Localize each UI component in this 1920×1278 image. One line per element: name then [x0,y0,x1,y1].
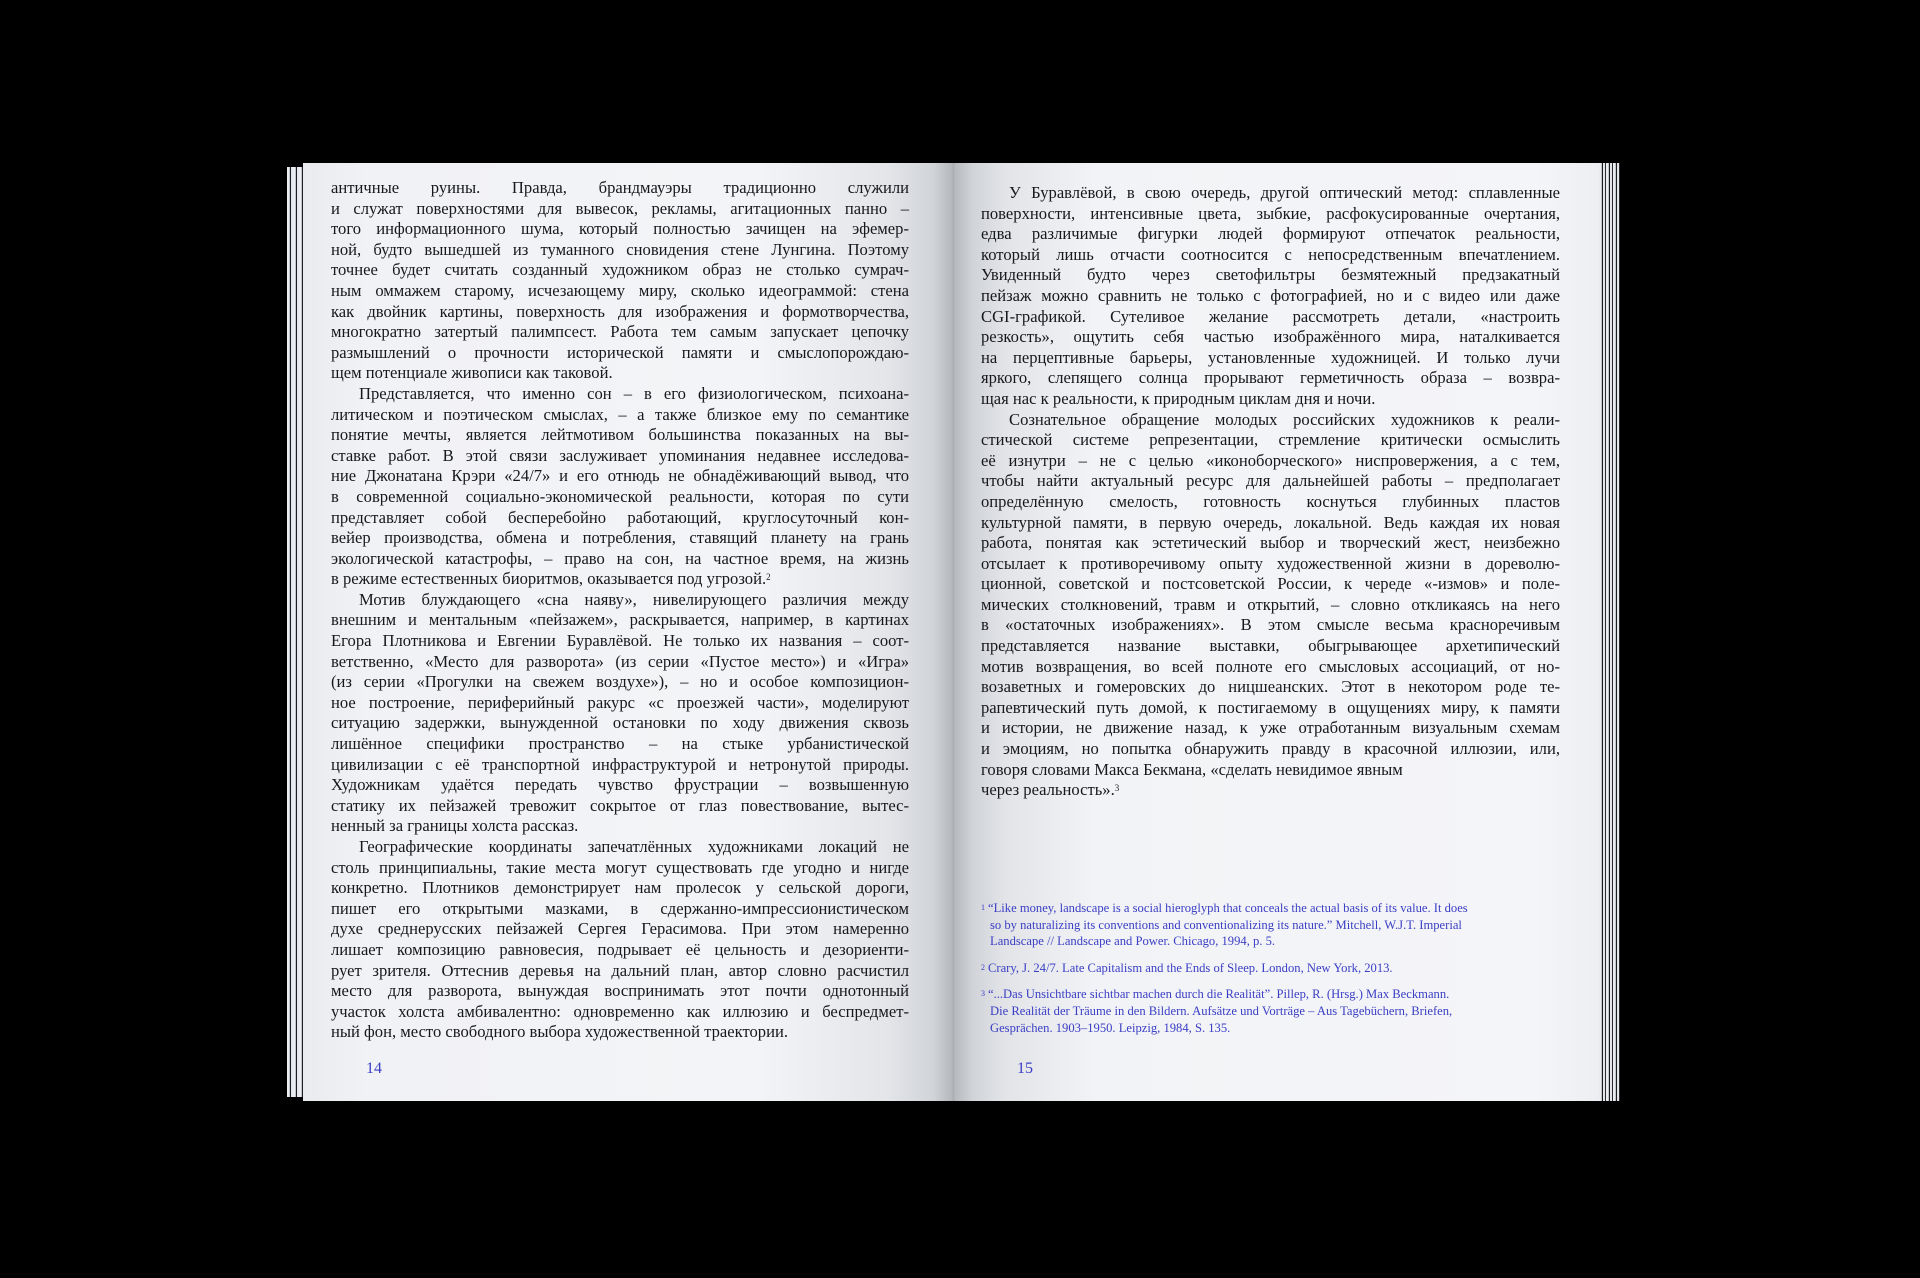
body-line: лишает композицию равновесия, подрывает её цельность и дезориенти- [331,939,909,959]
body-line: (из серии «Прогулки на свежем воздухе»), – но и особое композицион- [331,672,909,692]
body-line: мотив возвращения, во всей полноте его смысловых ассоциаций, от но- [981,656,1560,676]
body-line [981,780,1560,801]
body-line: вейер производства, обмена и потребления, ставящий планету на грань [331,528,909,548]
body-line: и истории, не движение назад, к уже отработанным визуальным схемам [981,718,1560,738]
footnote-line [981,960,1541,977]
footnote [981,960,1541,977]
footnote-number: 3 [981,989,985,999]
body-line: участок холста амбивалентно: одновременно как иллюзию и беспредмет- [331,1001,909,1021]
body-line: говоря словами Макса Бекмана, «сделать невидимое явным [981,759,1403,779]
body-line: конкретно. Плотников демонстрирует нам пролесок у сельской дороги, [331,878,909,898]
right-page-body [981,183,1560,801]
body-line: поверхности, интенсивные цвета, зыбкие, расфокусированные очертания, [981,203,1560,223]
body-line: ние Джонатана Крэри «24/7» и его отнюдь не обнадёживающий вывод, что [331,466,909,486]
body-line: яркого, слепящего солнца прорывают герметичность образа – возвра- [981,368,1560,388]
body-line: ционной, советской и постсоветской России, к череде «-измов» и поле- [981,574,1560,594]
body-line: мических столкновений, травм и открытий, – словно откликаясь на него [981,594,1560,614]
body-line: едва различимые фигурки людей формируют отпечаток реальности, [981,224,1560,244]
body-line: работа, понятая как эстетический выбор и творческий жест, неизбежно [981,533,1560,553]
body-line: стической системе репрезентации, стремление критически осмыслить [981,430,1560,450]
right-page-edges [1599,163,1620,1101]
body-line: Художникам удаётся передать чувство фрустрации – возвышенную [331,775,909,795]
footnote-number: 2 [981,962,985,972]
body-line-text: через реальность». [981,780,1115,800]
left-page-body [331,178,909,1043]
body-line: столь принципиальны, такие места могут существовать где угодно и нигде [331,857,909,877]
footnote-text: “...Das Unsichtbare sichtbar machen durch die Realität”. Pillep, R. (Hrsg.) Max Beckmann. [988,987,1450,1002]
body-line-text: в режиме естественных биоритмов, оказывается под угрозой. [331,569,767,589]
body-line: статику их пейзажей тревожит сокрытое от глаз повествование, вытес- [331,795,909,815]
footnote-number: 1 [981,903,985,912]
body-line: и эмоциям, но попытка обнаружить правду в красочной иллюзии, или, [981,739,1560,759]
body-line: в современной социально-экономической реальности, которая по сути [331,486,909,506]
body-line: её изнутри – не с целью «иконоборческого» ниспровержения, а с тем, [981,450,1560,470]
footnote-line: Gesprächen. 1903–1950. Leipzig, 1984, S. 135. [990,1020,1231,1035]
body-line: определённую смелость, готовность коснуться глубинных пластов [981,491,1560,511]
body-line: представляет собой бесперебойно работающий, круглосуточный кон- [331,507,909,527]
body-line: ситуацию задержки, вынужденной остановки по ходу движения сквозь [331,713,909,733]
body-line: ной, будто вышедшей из туманного сновидения стене Лунгина. Поэтому [331,239,909,259]
footnote-line [981,900,1541,917]
body-line: лишённое специфики пространство – на стыке урбанистической [331,734,909,754]
body-line: рапевтический путь домой, к постигаемому в ощущениях миру, к памяти [981,697,1560,717]
body-line: чтобы найти актуальный ресурс для дальнейшей работы – предполагает [981,471,1560,491]
body-line: У Буравлёвой, в свою очередь, другой оптический метод: сплавленные [1009,183,1560,202]
body-line: внешним и ментальным «пейзажем», раскрывается, например, в картинах [331,610,909,630]
body-line: ветственно, «Место для разворота» (из серии «Пустое место») и «Игра» [331,651,909,671]
body-line: многократно затертый палимпсест. Работа тем самым запускает цепочку [331,322,909,342]
body-line: Представляется, что именно сон – в его физиологическом, психоана- [359,383,909,403]
body-line: ным оммажем старому, исчезающему миру, сколько идеограммой: стена [331,280,909,300]
body-line: культурной памяти, в первую очередь, локальной. Ведь каждая их новая [981,512,1560,532]
body-line: духе среднерусских пейзажей Сергея Герасимова. При этом намеренно [331,919,909,939]
footnote-line: Landscape // Landscape and Power. Chicago, 1994, p. 5. [990,934,1276,949]
body-line: Увиденный будто через светофильтры безмятежный предзакатный [981,265,1560,285]
body-line: ставке работ. В этой связи заслуживает упоминания недавнее исследова- [331,445,909,465]
body-line: возаветных и гомеровских до ницшеанских. Этот в некотором роде те- [981,677,1560,697]
body-line: отсылает к противоречивому опыту художественной жизни в дореволю- [981,553,1560,573]
body-line: размышлений о прочности исторической памяти и смыслопорождаю- [331,342,909,362]
body-line: щая нас к реальности, к природным циклам дня и ночи. [981,388,1376,408]
footnote-line: Die Realität der Träume in den Bildern. Aufsätze und Vorträge – Aus Tagebüchern, Briefen, [990,1003,1453,1018]
body-line: античные руины. Правда, брандмауэры традиционно служили [331,178,909,197]
body-line: как двойник картины, поверхность для изображения и формотворчества, [331,301,909,321]
body-line [331,569,909,590]
body-line: Географические координаты запечатлённых художниками локаций не [359,837,909,856]
body-line: CGI-графикой. Сутеливое желание рассмотреть детали, «настроить [981,306,1560,326]
body-line: и служат поверхностями для вывесок, рекламы, агитационных панно – [331,198,909,218]
body-line: Мотив блуждающего «сна наяву», нивелирующего различия между [359,589,909,609]
body-line: Егора Плотникова и Евгении Буравлёвой. Не только их названия – соот- [331,631,909,651]
body-line: экологической катастрофы, – право на сон, на частное время, на жизнь [331,548,909,568]
body-line: ный фон, место свободного выбора художественной траектории. [331,1022,788,1042]
footnote-line: so by naturalizing its conventions and conventionalizing its nature.” Mitchell, W.J.T. Imperial [990,917,1462,932]
body-line: точнее будет считать созданный художником образ не столько сумрач- [331,260,909,280]
body-line: место для разворота, вынуждая воспринимать этот почти однотонный [331,981,909,1001]
body-line: ное построение, периферийный ракурс «с проезжей части», моделируют [331,692,909,712]
body-line: который лишь отчасти соотносится с непосредственным впечатлением. [981,244,1560,264]
footnote-marker[interactable]: 2 [766,572,771,583]
body-line: резкость», ощутить себя частью изображённого мира, наталкивается [981,327,1560,347]
body-line: того информационного шума, который полностью зачищен на эфемер- [331,219,909,239]
body-line: в «остаточных изображениях». В этом смысле весьма красноречивым [981,615,1560,635]
body-line: понятие мечты, является лейтмотивом большинства показанных на вы- [331,425,909,445]
footnote-text: “Like money, landscape is a social hieroglyph that conceals the actual basis of its value. It does [988,901,1468,915]
page-number-right: 15 [1017,1060,1033,1077]
footnote-marker[interactable]: 3 [1114,783,1120,794]
body-line: Сознательное обращение молодых российских художников к реали- [1009,409,1560,429]
body-line: на перцептивные барьеры, установленные художницей. И только лучи [981,347,1560,367]
footnote-line [981,986,1541,1003]
body-line: рует зрителя. Оттеснив деревья на дальний план, автор словно расчистил [331,960,909,980]
body-line: цивилизации с её транспортной инфраструктурой и нетронутой природы. [331,754,909,774]
body-line: щем потенциале живописи как таковой. [331,363,613,383]
body-line: ненный за границы холста рассказ. [331,816,579,836]
footnote-text: Crary, J. 24/7. Late Capitalism and the Ends of Sleep. London, New York, 2013. [988,960,1393,975]
body-line: пейзаж можно сравнить не только с фотографией, но и с видео или даже [981,285,1560,305]
book-gutter [933,163,973,1101]
body-line: пишет его открытыми мазками, в сдержанно-импрессионистическом [331,898,909,918]
footnotes [981,900,1541,1036]
body-line: литическом и поэтическом смыслах, – а также близкое ему по семантике [331,404,909,424]
footnote [981,986,1541,1036]
footnote [981,900,1541,950]
page-number-left: 14 [366,1060,382,1077]
body-line: представляется название выставки, обыгрывающее архетипический [981,636,1560,656]
book-spread [287,163,1620,1101]
